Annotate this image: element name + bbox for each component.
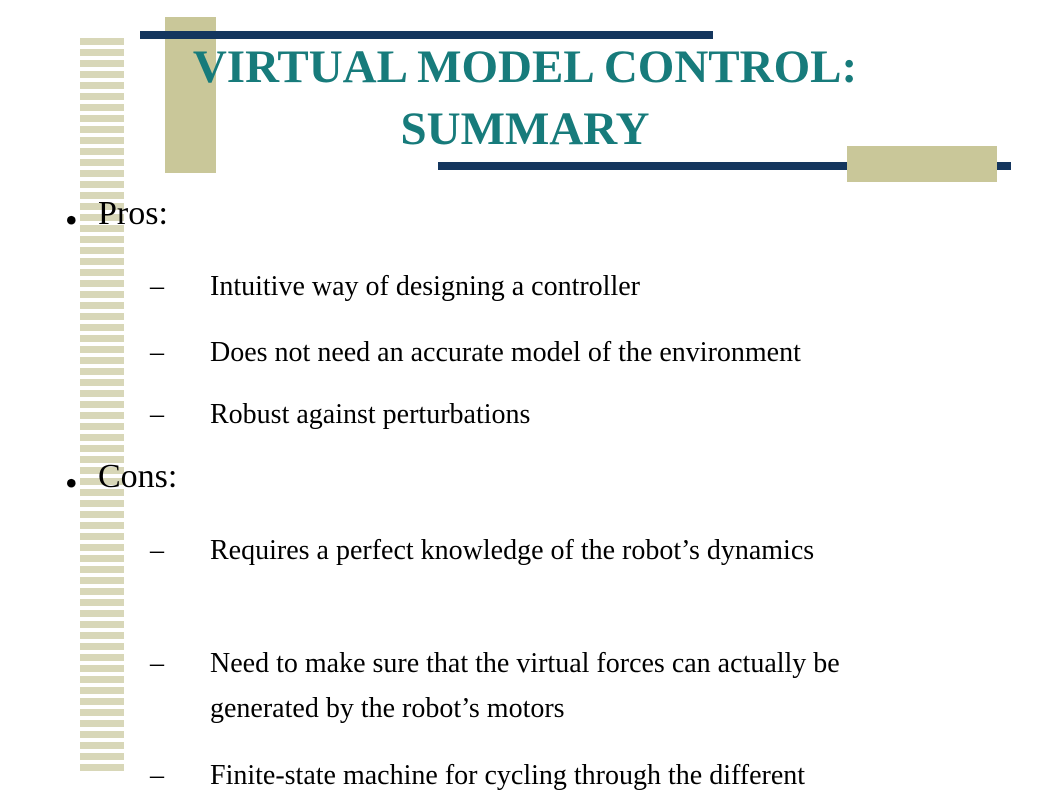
bullet-dot-icon: •: [65, 200, 78, 240]
cons-item-text: Need to make sure that the virtual forces can actually be generated by the robot’s motors: [210, 648, 840, 724]
dash-icon: –: [150, 648, 164, 679]
dash-icon: –: [150, 337, 164, 368]
pros-item-text: Robust against perturbations: [210, 399, 531, 430]
pros-item-text: Does not need an accurate model of the environment: [210, 337, 801, 368]
slide-title: [100, 36, 950, 160]
cons-item-text: Requires a perfect knowledge of the robot’s dynamics: [210, 535, 815, 566]
cons-item-text: Finite-state machine for cycling through the different: [210, 760, 806, 791]
title-line-2: SUMMARY: [400, 103, 650, 155]
cons-label: Cons:: [98, 458, 178, 495]
dash-icon: –: [150, 399, 164, 430]
dash-icon: –: [150, 760, 164, 791]
pros-bullet: [65, 195, 168, 240]
dash-icon: –: [150, 535, 164, 566]
cons-bullet: [65, 458, 178, 503]
dash-icon: –: [150, 271, 164, 302]
bullet-dot-icon: •: [65, 463, 78, 503]
pros-item-text: Intuitive way of designing a controller: [210, 271, 640, 302]
pros-label: Pros:: [98, 195, 168, 232]
title-line-1: VIRTUAL MODEL CONTROL:: [192, 41, 858, 93]
